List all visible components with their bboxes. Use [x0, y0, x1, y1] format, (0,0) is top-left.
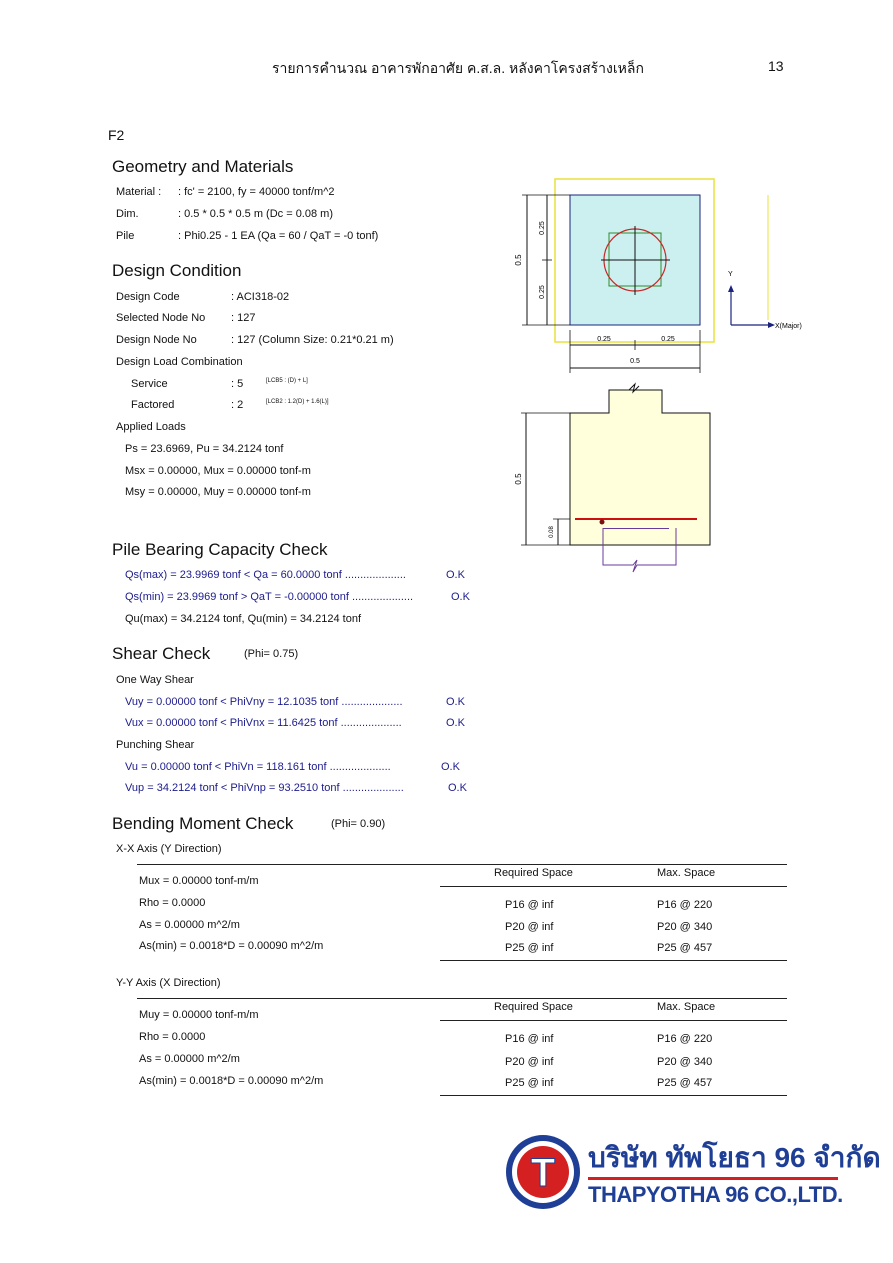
- design-code-label: Design Code: [116, 291, 180, 303]
- vux-line: Vux = 0.00000 tonf < PhiVnx = 11.6425 tonf ....................: [125, 717, 402, 729]
- design-heading: Design Condition: [112, 261, 242, 280]
- vup-ok: O.K: [448, 782, 467, 794]
- shear-phi: (Phi= 0.75): [244, 648, 299, 660]
- plan-dim-half-top: 0.25: [539, 221, 546, 235]
- vux-ok: O.K: [446, 717, 465, 729]
- axis-y-arrow: [728, 285, 734, 292]
- xx-axis-title: X-X Axis (Y Direction): [116, 843, 222, 855]
- vuy-ok: O.K: [446, 696, 465, 708]
- yy-asmin: As(min) = 0.0018*D = 0.00090 m^2/m: [139, 1075, 324, 1087]
- pile-check-line-2: Qs(min) = 23.9969 tonf > QaT = -0.00000 tonf ....................: [125, 591, 414, 603]
- xx-required-header: Required Space: [494, 867, 573, 879]
- material-value: : fc' = 2100, fy = 40000 tonf/m^2: [178, 186, 335, 198]
- logo-letter: T: [530, 1151, 556, 1195]
- design-node-label: Design Node No: [116, 334, 197, 346]
- xx-req-p25: P25 @ inf: [505, 942, 554, 954]
- pile-check-ok-1: O.K: [446, 569, 465, 581]
- vu-ok: O.K: [441, 761, 460, 773]
- load-line-3: Msy = 0.00000, Muy = 0.00000 tonf-m: [125, 486, 311, 498]
- service-note: [LCB5 : (D) + L]: [266, 378, 308, 384]
- xx-table-bottom-rule: [440, 960, 787, 961]
- yy-req-p20: P20 @ inf: [505, 1056, 554, 1068]
- load-line-1: Ps = 23.6969, Pu = 34.2124 tonf: [125, 443, 284, 455]
- dim-label: Dim.: [116, 208, 139, 220]
- vup-line: Vup = 34.2124 tonf < PhiVnp = 93.2510 tonf ....................: [125, 782, 404, 794]
- yy-as: As = 0.00000 m^2/m: [139, 1053, 240, 1065]
- xx-max-p25: P25 @ 457: [657, 942, 713, 954]
- section-rebar-dot: [600, 520, 605, 525]
- factored-label: Factored: [131, 399, 175, 411]
- company-logo: [492, 1122, 881, 1226]
- axis-x-label: X(Major): [775, 323, 802, 330]
- logo-english-name: THAPYOTHA 96 CO.,LTD.: [588, 1182, 843, 1207]
- yy-max-p20: P20 @ 340: [657, 1056, 713, 1068]
- factored-value: : 2: [231, 399, 244, 411]
- xx-asmin: As(min) = 0.0018*D = 0.00090 m^2/m: [139, 940, 324, 952]
- yy-muy: Muy = 0.00000 tonf-m/m: [139, 1009, 259, 1021]
- load-combination-label: Design Load Combination: [116, 356, 243, 368]
- bending-phi: (Phi= 0.90): [331, 818, 386, 830]
- yy-table-top-rule: [137, 998, 787, 999]
- section-dim-height: 0.5: [514, 473, 523, 485]
- plan-dim-half-bottom: 0.25: [539, 285, 546, 299]
- yy-max-p16: P16 @ 220: [657, 1033, 713, 1045]
- xx-req-p16: P16 @ inf: [505, 899, 554, 911]
- yy-required-header: Required Space: [494, 1001, 573, 1013]
- design-node-value: : 127 (Column Size: 0.21*0.21 m): [231, 334, 394, 346]
- pile-check-line-3: Qu(max) = 34.2124 tonf, Qu(min) = 34.2124 tonf: [125, 613, 362, 625]
- yy-req-p25: P25 @ inf: [505, 1077, 554, 1089]
- company-logo-emblem: [504, 1133, 582, 1211]
- xx-max-header: Max. Space: [657, 867, 716, 879]
- geometry-heading: Geometry and Materials: [112, 157, 294, 176]
- page-number: 13: [768, 58, 784, 74]
- yy-rho: Rho = 0.0000: [139, 1031, 206, 1043]
- shear-heading: Shear Check: [112, 644, 211, 663]
- yy-max-header: Max. Space: [657, 1001, 716, 1013]
- yy-table-bottom-rule: [440, 1095, 787, 1096]
- footing-plan-diagram: [500, 170, 830, 385]
- section-dim-cover: 0.08: [549, 526, 555, 538]
- pile-label: Pile: [116, 230, 135, 242]
- footing-id: F2: [108, 127, 125, 143]
- service-value: : 5: [231, 378, 244, 390]
- pile-check-ok-2: O.K: [451, 591, 470, 603]
- xx-mux: Mux = 0.00000 tonf-m/m: [139, 875, 259, 887]
- xx-rho: Rho = 0.0000: [139, 897, 206, 909]
- page-header-title: รายการคำนวณ อาคารพักอาศัย ค.ส.ล. หลังคาโครงสร้างเหล็ก: [272, 60, 644, 76]
- pile-value: : Phi0.25 - 1 EA (Qa = 60 / QaT = -0 tonf): [178, 230, 379, 242]
- plan-dim-total: 0.5: [630, 358, 640, 365]
- xx-max-p16: P16 @ 220: [657, 899, 713, 911]
- plan-dim-half-a: 0.25: [597, 336, 611, 343]
- pile-check-heading: Pile Bearing Capacity Check: [112, 540, 328, 559]
- section-footing-body: [570, 390, 710, 545]
- plan-dim-total-left: 0.5: [514, 254, 523, 266]
- logo-divider: [588, 1177, 838, 1180]
- logo-thai-name: บริษัท ทัพโยธา 96 จำกัด: [588, 1142, 881, 1173]
- axis-x-arrow: [768, 322, 775, 328]
- applied-loads-label: Applied Loads: [116, 421, 186, 433]
- xx-table-header-rule: [440, 886, 787, 887]
- selected-node-label: Selected Node No: [116, 312, 206, 324]
- design-code-value: : ACI318-02: [231, 291, 290, 303]
- vu-line: Vu = 0.00000 tonf < PhiVn = 118.161 tonf ....................: [125, 761, 391, 773]
- service-label: Service: [131, 378, 168, 390]
- axis-y-label: Y: [728, 271, 733, 278]
- xx-max-p20: P20 @ 340: [657, 921, 713, 933]
- vuy-line: Vuy = 0.00000 tonf < PhiVny = 12.1035 tonf ....................: [125, 696, 403, 708]
- pile-check-line-1: Qs(max) = 23.9969 tonf < Qa = 60.0000 tonf ....................: [125, 569, 406, 581]
- xx-as: As = 0.00000 m^2/m: [139, 919, 240, 931]
- dim-value: : 0.5 * 0.5 * 0.5 m (Dc = 0.08 m): [178, 208, 333, 220]
- footing-section-diagram: [505, 380, 735, 575]
- load-line-2: Msx = 0.00000, Mux = 0.00000 tonf-m: [125, 465, 311, 477]
- material-label: Material :: [116, 186, 162, 198]
- bending-heading: Bending Moment Check: [112, 814, 294, 833]
- factored-note: [LCB2 : 1.2(D) + 1.6(L)]: [266, 399, 329, 405]
- one-way-shear-label: One Way Shear: [116, 674, 194, 686]
- plan-dim-half-b: 0.25: [661, 336, 675, 343]
- yy-max-p25: P25 @ 457: [657, 1077, 713, 1089]
- punching-shear-label: Punching Shear: [116, 739, 195, 751]
- selected-node-value: : 127: [231, 312, 256, 324]
- section-pile-head: [603, 528, 669, 529]
- yy-axis-title: Y-Y Axis (X Direction): [116, 977, 221, 989]
- yy-table-header-rule: [440, 1020, 787, 1021]
- xx-table-top-rule: [137, 864, 787, 865]
- yy-req-p16: P16 @ inf: [505, 1033, 554, 1045]
- xx-req-p20: P20 @ inf: [505, 921, 554, 933]
